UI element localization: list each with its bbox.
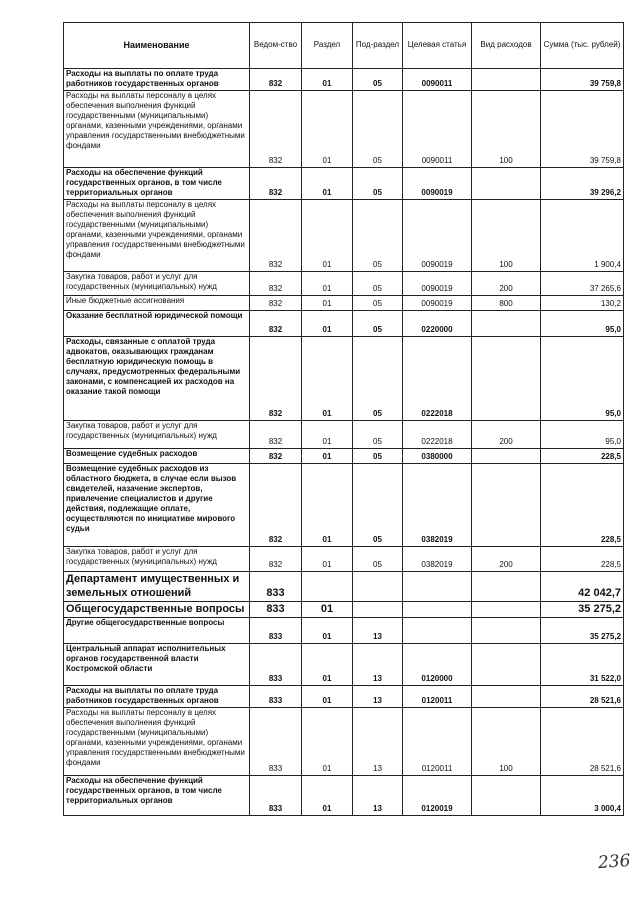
- table-row: [64, 168, 624, 200]
- cell-razdel: 01: [302, 272, 353, 296]
- cell-vr: 200: [472, 547, 541, 572]
- cell-razdel: 01: [302, 602, 353, 618]
- cell-csr: 0380000: [403, 449, 472, 464]
- header-sum: Сумма (тыс. рублей): [541, 23, 624, 69]
- cell-csr: 0120019: [403, 776, 472, 816]
- cell-ved: 832: [250, 168, 302, 200]
- cell-ved: 833: [250, 708, 302, 776]
- cell-csr: [403, 618, 472, 644]
- cell-ved: 832: [250, 91, 302, 168]
- table-row: [64, 708, 624, 776]
- table-row: [64, 572, 624, 602]
- cell-razdel: 01: [302, 311, 353, 337]
- cell-razdel: 01: [302, 449, 353, 464]
- cell-razdel: 01: [302, 708, 353, 776]
- cell-ved: 833: [250, 644, 302, 686]
- table-header: [64, 23, 624, 69]
- cell-sum: 228,5: [541, 449, 624, 464]
- cell-csr: 0090019: [403, 296, 472, 311]
- table-row: [64, 449, 624, 464]
- table-row: [64, 464, 624, 547]
- cell-ved: 832: [250, 296, 302, 311]
- cell-podrazdel: 05: [353, 337, 403, 421]
- cell-vr: [472, 618, 541, 644]
- cell-razdel: 01: [302, 337, 353, 421]
- cell-csr: 0222018: [403, 421, 472, 449]
- cell-ved: 832: [250, 421, 302, 449]
- cell-vr: [472, 686, 541, 708]
- cell-podrazdel: 05: [353, 547, 403, 572]
- cell-razdel: 01: [302, 644, 353, 686]
- table-row: [64, 296, 624, 311]
- cell-ved: 833: [250, 686, 302, 708]
- cell-sum: 228,5: [541, 547, 624, 572]
- cell-ved: 832: [250, 337, 302, 421]
- cell-csr: 0120011: [403, 686, 472, 708]
- table-row: [64, 272, 624, 296]
- cell-razdel: [302, 572, 353, 602]
- cell-csr: 0090019: [403, 272, 472, 296]
- cell-csr: 0120000: [403, 644, 472, 686]
- cell-csr: 0382019: [403, 547, 472, 572]
- cell-csr: 0220000: [403, 311, 472, 337]
- cell-podrazdel: 13: [353, 776, 403, 816]
- cell-razdel: 01: [302, 200, 353, 272]
- table-row: [64, 618, 624, 644]
- cell-vr: 100: [472, 708, 541, 776]
- cell-vr: [472, 644, 541, 686]
- cell-razdel: 01: [302, 776, 353, 816]
- cell-name: Расходы на выплаты по оплате труда работников государственных органов: [64, 686, 250, 708]
- cell-razdel: 01: [302, 464, 353, 547]
- cell-name: Возмещение судебных расходов из областного бюджета, в случае если вызов свидетелей, назачение экспертов, привлечение специалистов и другие действия, подлежащие оплате, осуществляются по инициативе мирового судьи: [64, 464, 250, 547]
- table-row: [64, 337, 624, 421]
- cell-sum: 39 296,2: [541, 168, 624, 200]
- cell-csr: [403, 572, 472, 602]
- cell-name: Общегосударственные вопросы: [64, 602, 250, 618]
- cell-sum: 95,0: [541, 311, 624, 337]
- cell-name: Другие общегосударственные вопросы: [64, 618, 250, 644]
- cell-ved: 832: [250, 69, 302, 91]
- cell-podrazdel: 05: [353, 449, 403, 464]
- cell-ved: 833: [250, 572, 302, 602]
- cell-sum: 28 521,6: [541, 686, 624, 708]
- cell-name: Расходы на выплаты персоналу в целях обеспечения выполнения функций государственными (муниципальными) органами, казенными учреждениями, органами управления государственными внебюджетными фондами: [64, 91, 250, 168]
- cell-vr: 200: [472, 272, 541, 296]
- table-row: [64, 311, 624, 337]
- cell-podrazdel: [353, 572, 403, 602]
- cell-csr: 0090011: [403, 91, 472, 168]
- page-number: 236: [597, 850, 632, 874]
- cell-name: Департамент имущественных и земельных отношений: [64, 572, 250, 602]
- header-vr: Вид расходов: [472, 23, 541, 69]
- cell-name: Оказание бесплатной юридической помощи: [64, 311, 250, 337]
- cell-csr: [403, 602, 472, 618]
- cell-name: Закупка товаров, работ и услуг для государственных (муниципальных) нужд: [64, 421, 250, 449]
- cell-sum: 39 759,8: [541, 69, 624, 91]
- cell-podrazdel: 13: [353, 644, 403, 686]
- cell-sum: 42 042,7: [541, 572, 624, 602]
- table-row: [64, 644, 624, 686]
- table-row: [64, 686, 624, 708]
- header-name: Наименование: [64, 23, 250, 69]
- cell-csr: 0222018: [403, 337, 472, 421]
- table-row: [64, 776, 624, 816]
- header-csr: Целевая статья: [403, 23, 472, 69]
- cell-podrazdel: 05: [353, 296, 403, 311]
- cell-podrazdel: 05: [353, 91, 403, 168]
- cell-podrazdel: 05: [353, 464, 403, 547]
- budget-table: [63, 22, 624, 816]
- table-row: [64, 547, 624, 572]
- cell-podrazdel: 13: [353, 686, 403, 708]
- cell-csr: 0090011: [403, 69, 472, 91]
- cell-name: Закупка товаров, работ и услуг для государственных (муниципальных) нужд: [64, 272, 250, 296]
- cell-sum: 35 275,2: [541, 618, 624, 644]
- cell-ved: 832: [250, 464, 302, 547]
- cell-podrazdel: 05: [353, 69, 403, 91]
- cell-sum: 95,0: [541, 421, 624, 449]
- cell-csr: 0090019: [403, 200, 472, 272]
- cell-sum: 95,0: [541, 337, 624, 421]
- cell-sum: 28 521,6: [541, 708, 624, 776]
- cell-name: Закупка товаров, работ и услуг для государственных (муниципальных) нужд: [64, 547, 250, 572]
- cell-name: Расходы, связанные с оплатой труда адвокатов, оказывающих гражданам бесплатную юридическую помощь в случаях, предусмотренных федеральными законами, с компенсацией их расходов на оказание такой помощи: [64, 337, 250, 421]
- cell-sum: 35 275,2: [541, 602, 624, 618]
- cell-podrazdel: 05: [353, 272, 403, 296]
- cell-sum: 39 759,8: [541, 91, 624, 168]
- cell-vr: [472, 69, 541, 91]
- cell-vr: 800: [472, 296, 541, 311]
- cell-vr: [472, 572, 541, 602]
- cell-vr: 100: [472, 200, 541, 272]
- header-ved: Ведом-ство: [250, 23, 302, 69]
- table-row: [64, 69, 624, 91]
- cell-razdel: 01: [302, 686, 353, 708]
- header-razdel: Раздел: [302, 23, 353, 69]
- table-row: [64, 602, 624, 618]
- cell-razdel: 01: [302, 421, 353, 449]
- cell-ved: 832: [250, 272, 302, 296]
- cell-vr: [472, 449, 541, 464]
- cell-name: Центральный аппарат исполнительных органов государственной власти Костромской области: [64, 644, 250, 686]
- cell-vr: [472, 776, 541, 816]
- cell-csr: 0090019: [403, 168, 472, 200]
- cell-podrazdel: 05: [353, 200, 403, 272]
- cell-vr: 200: [472, 421, 541, 449]
- cell-podrazdel: 13: [353, 618, 403, 644]
- table-row: [64, 91, 624, 168]
- cell-podrazdel: 05: [353, 311, 403, 337]
- cell-name: Расходы на обеспечение функций государственных органов, в том числе территориальных органов: [64, 168, 250, 200]
- cell-csr: 0120011: [403, 708, 472, 776]
- cell-name: Расходы на обеспечение функций государственных органов, в том числе территориальных органов: [64, 776, 250, 816]
- cell-podrazdel: 05: [353, 168, 403, 200]
- cell-csr: 0382019: [403, 464, 472, 547]
- cell-ved: 833: [250, 602, 302, 618]
- cell-vr: 100: [472, 91, 541, 168]
- table-row: [64, 200, 624, 272]
- cell-sum: 1 900,4: [541, 200, 624, 272]
- cell-ved: 833: [250, 776, 302, 816]
- cell-sum: 37 265,6: [541, 272, 624, 296]
- cell-razdel: 01: [302, 296, 353, 311]
- cell-name: Иные бюджетные ассигнования: [64, 296, 250, 311]
- cell-sum: 228,5: [541, 464, 624, 547]
- cell-razdel: 01: [302, 547, 353, 572]
- cell-name: Расходы на выплаты персоналу в целях обеспечения выполнения функций государственными (муниципальными) органами, казенными учреждениями, органами управления государственными внебюджетными фондами: [64, 200, 250, 272]
- header-podrazdel: Под-раздел: [353, 23, 403, 69]
- cell-razdel: 01: [302, 69, 353, 91]
- cell-ved: 832: [250, 547, 302, 572]
- cell-vr: [472, 464, 541, 547]
- cell-ved: 832: [250, 200, 302, 272]
- cell-vr: [472, 337, 541, 421]
- cell-podrazdel: 05: [353, 421, 403, 449]
- cell-vr: [472, 311, 541, 337]
- cell-sum: 130,2: [541, 296, 624, 311]
- cell-podrazdel: 13: [353, 708, 403, 776]
- cell-vr: [472, 168, 541, 200]
- cell-vr: [472, 602, 541, 618]
- cell-ved: 833: [250, 618, 302, 644]
- table-row: [64, 421, 624, 449]
- cell-podrazdel: [353, 602, 403, 618]
- cell-name: Расходы на выплаты персоналу в целях обеспечения выполнения функций государственными (муниципальными) органами, казенными учреждениями, органами управления государственными внебюджетными фондами: [64, 708, 250, 776]
- cell-razdel: 01: [302, 168, 353, 200]
- cell-sum: 31 522,0: [541, 644, 624, 686]
- cell-ved: 832: [250, 311, 302, 337]
- cell-razdel: 01: [302, 618, 353, 644]
- cell-sum: 3 000,4: [541, 776, 624, 816]
- cell-razdel: 01: [302, 91, 353, 168]
- cell-name: Возмещение судебных расходов: [64, 449, 250, 464]
- cell-name: Расходы на выплаты по оплате труда работников государственных органов: [64, 69, 250, 91]
- cell-ved: 832: [250, 449, 302, 464]
